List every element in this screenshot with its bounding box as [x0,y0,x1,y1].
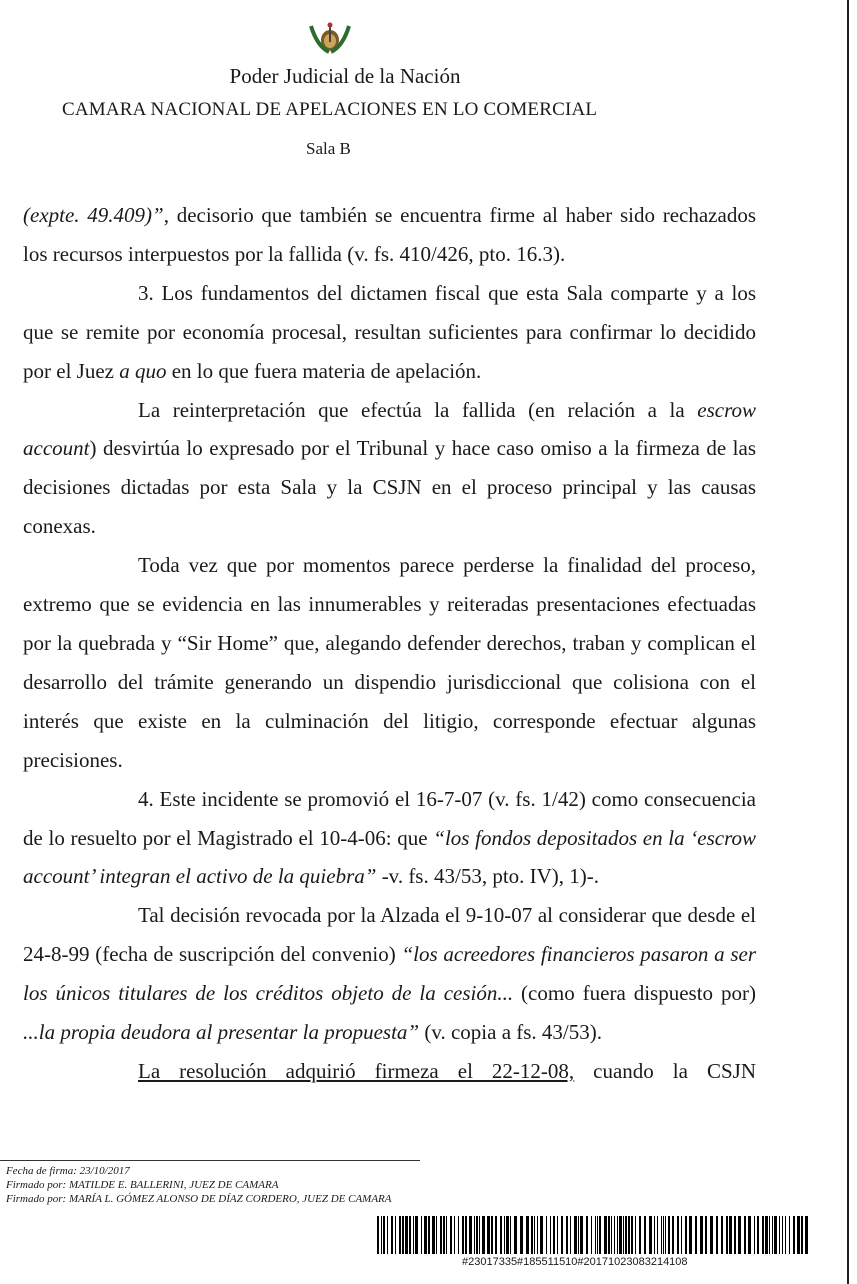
institution-name: Poder Judicial de la Nación [229,64,461,88]
barcode-image [377,1216,811,1256]
barcode-bar [474,1216,475,1254]
barcode-bar [700,1216,703,1254]
barcode-bar [550,1216,551,1254]
barcode-bar [649,1216,652,1254]
barcode-bar [479,1216,480,1254]
barcode-bar [421,1216,422,1254]
p7-text: cuando la CSJN [574,1058,756,1083]
barcode-bar [531,1216,533,1254]
barcode-bar [789,1216,790,1254]
p6-text-a: Tal decisión revocada por la Alzada el 9-10-07 al considerar que desde el 24-8-99 (fecha de suscripción del convenio) [23,903,756,967]
barcode-bar [710,1216,713,1254]
barcode-bar [611,1216,612,1254]
barcode-bar [491,1216,493,1254]
barcode-bar [677,1216,679,1254]
barcode-bar [619,1216,622,1254]
barcode-bar [462,1216,464,1254]
barcode-bar [681,1216,682,1254]
p6-text-e: (v. copia a fs. 43/53). [419,1020,603,1045]
p2-italic: a quo [119,358,167,383]
barcode-bar [729,1216,732,1254]
paragraph-2 [23,274,756,391]
barcode-bar [387,1216,388,1254]
barcode-bar [614,1216,615,1254]
signature-date: Fecha de firma: 23/10/2017 [6,1165,130,1177]
barcode-bar [805,1216,808,1254]
barcode-bar [604,1216,607,1254]
barcode-bar [409,1216,411,1254]
barcode-bar [504,1216,505,1254]
barcode-bar [520,1216,523,1254]
barcode-bar [574,1216,577,1254]
barcode-bar [689,1216,692,1254]
barcode-bar [476,1216,478,1254]
barcode-bar [526,1216,529,1254]
p1-italic: (expte. 49.409)” [23,203,164,227]
barcode-bar [487,1216,490,1254]
barcode-bar [726,1216,728,1254]
paragraph-1 [23,196,756,274]
barcode-bar [432,1216,435,1254]
paragraph-3 [23,391,756,547]
barcode-bar [639,1216,641,1254]
barcode-bar [413,1216,414,1254]
barcode-bar [597,1216,598,1254]
p6-text-c: (como fuera dispuesto por) [513,981,756,1006]
signature-divider [0,1160,420,1161]
p6-italic-d: ...la propia deudora al presentar la propuesta” [23,1020,420,1045]
barcode-bar [705,1216,707,1254]
barcode-bar [482,1216,485,1254]
p6-italic-b: “los acreedores financieros pasaron a ser los únicos titulares de los créditos objeto de la cesión... [23,942,757,1006]
barcode-bar [546,1216,547,1254]
barcode-bar [779,1216,780,1254]
coat-of-arms-icon [307,20,353,56]
barcode-bar [377,1216,379,1254]
barcode-bar [685,1216,687,1254]
barcode-bar [668,1216,670,1254]
barcode-bar [440,1216,442,1254]
barcode-bar [782,1216,783,1254]
barcode-bar [570,1216,571,1254]
barcode-bar [534,1216,535,1254]
barcode-bar [395,1216,396,1254]
barcode-bar [495,1216,497,1254]
barcode-bar [537,1216,538,1254]
barcode-bar [793,1216,795,1254]
barcode-bar [665,1216,666,1254]
barcode-bar [500,1216,502,1254]
barcode-bar [744,1216,746,1254]
barcode-bar [738,1216,741,1254]
barcode-bar [591,1216,592,1254]
barcode-bar [661,1216,662,1254]
barcode-bar [757,1216,759,1254]
barcode-bar [405,1216,408,1254]
barcode-bar [644,1216,646,1254]
p7-underlined: La resolución adquirió firmeza el 22-12-08, [138,1058,575,1083]
barcode-bar [510,1216,511,1254]
barcode-bar [566,1216,568,1254]
barcode-bar [514,1216,517,1254]
barcode-number: #23017335#185511510#20171023083214108 [462,1256,688,1268]
p2-text-a: 3. Los fundamentos del dictamen fiscal que esta Sala comparte y a los que se remite por economía procesal, resultan suficientes para confirmar lo decidido por el Juez [23,280,756,383]
barcode-bar [443,1216,445,1254]
barcode-bar [595,1216,596,1254]
paragraph-5 [23,780,756,897]
barcode-bar [695,1216,697,1254]
paragraph-6 [23,896,756,1052]
right-margin-rule [847,0,849,1284]
barcode-bar [402,1216,404,1254]
barcode-bar [608,1216,610,1254]
p2-text-c: en lo que fuera materia de apelación. [166,358,482,383]
document-body [23,196,756,1091]
barcode-bar [762,1216,764,1254]
barcode-bar [716,1216,718,1254]
barcode-bar [553,1216,555,1254]
barcode-bar [450,1216,452,1254]
barcode-bar [797,1216,800,1254]
barcode-bar [428,1216,430,1254]
barcode-bar [754,1216,755,1254]
barcode-bar [625,1216,627,1254]
barcode-bar [465,1216,467,1254]
barcode-bar [424,1216,427,1254]
barcode-bar [454,1216,455,1254]
signature-signer-1: Firmado por: MATILDE E. BALLERINI, JUEZ DE CAMARA [6,1179,279,1191]
barcode-bar [506,1216,509,1254]
barcode-bar [617,1216,618,1254]
barcode-bar [561,1216,563,1254]
barcode-bar [557,1216,558,1254]
barcode-bar [635,1216,636,1254]
paragraph-7 [23,1052,756,1091]
barcode-bar [469,1216,472,1254]
barcode-bar [623,1216,624,1254]
paragraph-4: Toda vez que por momentos parece perderse la finalidad del proceso, extremo que se evidencia en las innumerables y reiteradas presentaciones efectuadas por la quebrada y “Sir Home” que, alegando defender derechos, traban y complican el desarrollo del trámite generando un dispendio jurisdiccional que colisiona con el interés que existe en la culminación del litigio, corresponde efectuar algunas precisiones. [23,553,756,772]
barcode-bar [599,1216,601,1254]
p5-italic: “los fondos depositados en la ‘escrow account’ integran el activo de la quiebra” [23,825,757,889]
barcode-bar [578,1216,579,1254]
p5-text-c: -v. fs. 43/53, pto. IV), 1)-. [376,864,600,889]
barcode-bar [631,1216,633,1254]
barcode-bar [391,1216,393,1254]
signature-signer-2: Firmado por: MARÍA L. GÓMEZ ALONSO DE DÍAZ CORDERO, JUEZ DE CAMARA [6,1193,392,1205]
barcode-bar [769,1216,770,1254]
barcode-bar [381,1216,382,1254]
barcode-bar [399,1216,401,1254]
chamber-name: CAMARA NACIONAL DE APELACIONES EN LO COMERCIAL [62,99,598,120]
barcode-bar [458,1216,459,1254]
barcode-bar [765,1216,768,1254]
p3-italic: escrow account [23,397,756,461]
barcode-bar [774,1216,777,1254]
barcode-bar [721,1216,723,1254]
barcode-bar [654,1216,655,1254]
barcode-bar [734,1216,736,1254]
p3-text-a: La reinterpretación que efectúa la fallida (en relación a la [138,397,698,422]
p5-text-a: 4. Este incidente se promovió el 16-7-07 (v. fs. 1/42) como consecuencia de lo resuelto por el Magistrado el 10-4-06: que [23,786,756,850]
barcode-bar [657,1216,658,1254]
barcode-bar [748,1216,751,1254]
barcode-bar [628,1216,630,1254]
barcode-bar [772,1216,773,1254]
p3-text-c: ) desvirtúa lo expresado por el Tribunal y hace caso omiso a la firmeza de las decisiones dictadas por esta Sala y la CSJN en el proceso principal y las causas conexas. [23,436,756,539]
p1-text: , decisorio que también se encuentra firme al haber sido rechazados los recursos interpuestos por la fallida (v. fs. 410/426, pto. 16.3). [23,203,757,266]
barcode-bar [415,1216,418,1254]
barcode-bar [586,1216,588,1254]
barcode-bar [785,1216,786,1254]
barcode-bar [580,1216,583,1254]
barcode-bar [540,1216,543,1254]
barcode-bar [383,1216,385,1254]
barcode-bar [801,1216,803,1254]
signature-block [6,1164,391,1206]
barcode-bar [672,1216,674,1254]
barcode-bar [436,1216,437,1254]
barcode-bar [446,1216,447,1254]
barcode-bar [663,1216,664,1254]
sala-name: Sala B [306,139,351,158]
